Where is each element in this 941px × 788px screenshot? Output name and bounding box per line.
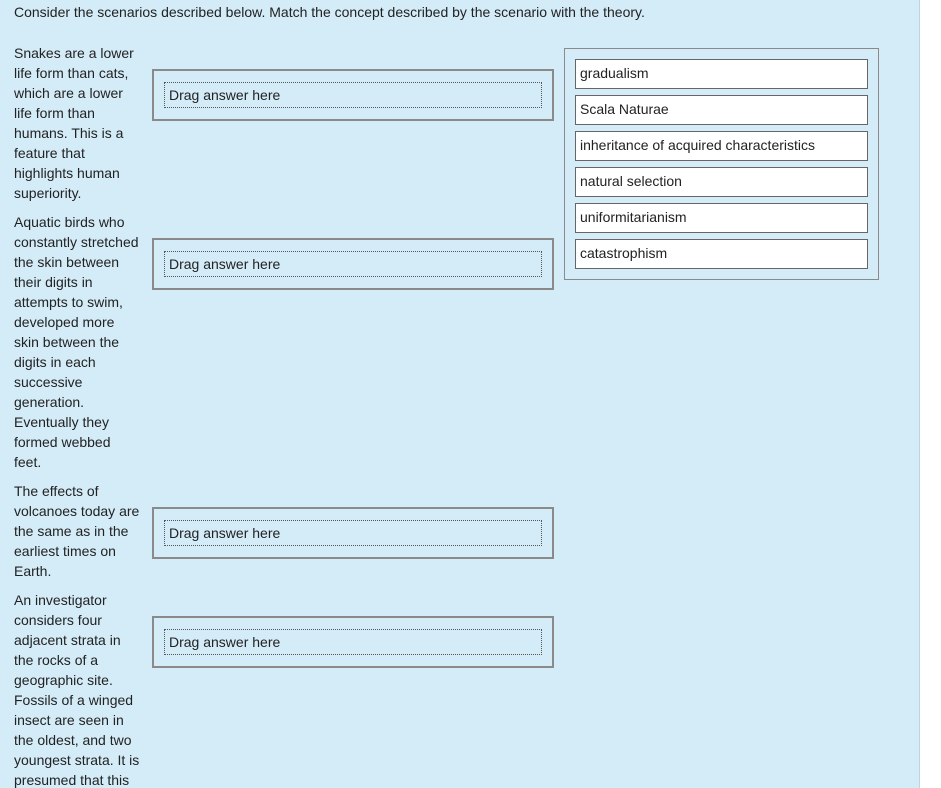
scenario-line: life form than cats, xyxy=(14,65,129,81)
scenario-line: attempts to swim, xyxy=(14,294,123,310)
scenario-line: Snakes are a lower xyxy=(14,45,134,61)
drop-zone-4[interactable]: Drag answer here xyxy=(164,629,542,655)
scenario-line: the same as in the xyxy=(14,523,129,539)
scenario-line: skin between the xyxy=(14,334,120,350)
scenario-line: Fossils of a winged xyxy=(14,692,134,708)
option-natural-selection[interactable]: natural selection xyxy=(575,167,868,197)
option-scala-naturae[interactable]: Scala Naturae xyxy=(575,95,868,125)
scenario-line: Aquatic birds who xyxy=(14,214,125,230)
scenario-line: The effects of xyxy=(14,483,99,499)
scenario-line: adjacent strata in xyxy=(14,632,121,648)
drop-zone-2[interactable]: Drag answer here xyxy=(164,251,542,277)
scenario-line: which are a lower xyxy=(14,85,123,101)
scenario-line: successive xyxy=(14,374,83,390)
answer-options-box xyxy=(564,48,879,280)
scenario-line: the skin between xyxy=(14,254,120,270)
drop-target-2 xyxy=(152,238,554,290)
scenario-line: the oldest, and two xyxy=(14,732,132,748)
scenario-line: An investigator xyxy=(14,592,107,608)
drop-zone-1[interactable]: Drag answer here xyxy=(164,82,542,108)
scenario-line: considers four xyxy=(14,612,102,628)
scenario-line: highlights human xyxy=(14,165,120,181)
option-inheritance-of-acquired-characteristics[interactable]: inheritance of acquired characteristics xyxy=(575,131,868,161)
scenario-line: volcanoes today are xyxy=(14,503,140,519)
scenario-line: the rocks of a xyxy=(14,652,99,668)
scenario-line: earliest times on xyxy=(14,543,116,559)
scenario-line: developed more xyxy=(14,314,115,330)
option-catastrophism[interactable]: catastrophism xyxy=(575,239,868,269)
drop-target-1 xyxy=(152,69,554,121)
scenario-line: geographic site. xyxy=(14,672,113,688)
scenario-line: feature that xyxy=(14,145,85,161)
scenario-3-text xyxy=(14,481,148,581)
scenario-1-text xyxy=(14,43,148,203)
scenario-line: digits in each xyxy=(14,354,96,370)
drop-target-4 xyxy=(152,616,554,668)
option-uniformitarianism[interactable]: uniformitarianism xyxy=(575,203,868,233)
option-gradualism[interactable]: gradualism xyxy=(575,59,868,89)
instructions-text: Consider the scenarios described below. Match the concept described by the scenario with the theory. xyxy=(14,4,645,20)
scenario-line: their digits in xyxy=(14,274,93,290)
scenario-line: humans. This is a xyxy=(14,125,124,141)
scenario-line: youngest strata. It is xyxy=(14,752,140,768)
scenario-line: formed webbed xyxy=(14,434,111,450)
scenario-line: insect are seen in xyxy=(14,712,124,728)
scenario-line: constantly stretched xyxy=(14,234,139,250)
scenario-line: life form than xyxy=(14,105,95,121)
drop-zone-3[interactable]: Drag answer here xyxy=(164,520,542,546)
scenario-2-text xyxy=(14,212,148,472)
scenario-line: presumed that this xyxy=(14,772,130,788)
scenario-line: superiority. xyxy=(14,185,82,201)
scenario-line: Earth. xyxy=(14,563,52,579)
scenario-4-text xyxy=(14,590,148,788)
scenario-line: generation. xyxy=(14,394,85,410)
scenario-line: Eventually they xyxy=(14,414,109,430)
drop-target-3 xyxy=(152,507,554,559)
scenario-line: feet. xyxy=(14,454,42,470)
